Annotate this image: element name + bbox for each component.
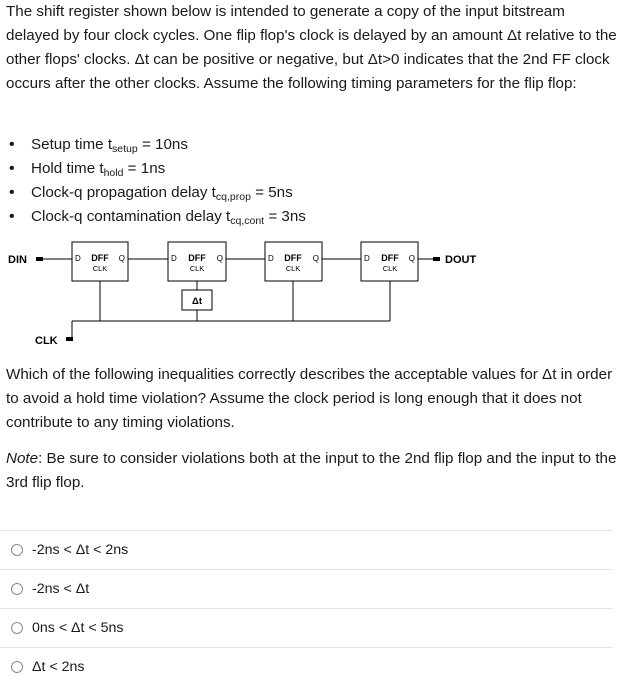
clk-label: CLK — [35, 335, 58, 347]
din-port-marker — [36, 257, 43, 261]
problem-intro: The shift register shown below is intended to generate a copy of the input bitstream delayed by four clock cycles. One flip flop's clock is delayed by an amount Δt relative to the other flops' clocks. Δt can be positive or negative, but Δt>0 indicates that the 2nd FF clock occurs after the other clocks. Assume the following timing parameters for the flip flop: — [6, 3, 617, 92]
ff1-d-pin: D — [75, 254, 81, 263]
ff2-name: DFF — [188, 253, 206, 263]
param-label: Setup time t — [31, 136, 113, 153]
answer-option-4[interactable] — [0, 647, 612, 686]
ff4-name: DFF — [381, 253, 399, 263]
param-label: Clock-q propagation delay t — [31, 184, 216, 201]
question-text: Which of the following inequalities correctly describes the acceptable values for Δt in order to avoid a hold time violation? Assume the clock period is long enough that it does not contribute to any timing violations. — [6, 366, 613, 431]
param-subscript: cq,prop — [215, 191, 251, 203]
ff2-d-pin: D — [171, 254, 177, 263]
shift-register-diagram — [0, 228, 625, 353]
ff4-d-pin: D — [364, 254, 370, 263]
param-subscript: setup — [112, 143, 138, 155]
ff2-clk-pin: CLK — [189, 264, 205, 273]
param-value: = 3ns — [264, 208, 306, 225]
radio-button-icon[interactable] — [11, 583, 23, 595]
clk-port-marker — [66, 337, 73, 341]
note-label: Note — [6, 450, 39, 467]
answer-option-3[interactable] — [0, 608, 612, 647]
param-subscript: hold — [103, 167, 124, 179]
param-label: Hold time t — [31, 160, 104, 177]
param-cq-cont — [31, 205, 306, 229]
note-body: : Be sure to consider violations both at the input to the 2nd flip flop and the input to the 3rd flip flop. — [6, 450, 617, 491]
param-value: = 10ns — [137, 136, 188, 153]
ff1-name: DFF — [91, 253, 109, 263]
answer-options — [0, 530, 612, 686]
ff2-q-pin: Q — [216, 254, 223, 263]
radio-button-icon[interactable] — [11, 544, 23, 556]
param-subscript: cq,cont — [230, 215, 265, 227]
delay-label: Δt — [192, 296, 202, 307]
din-label: DIN — [8, 254, 27, 266]
radio-button-icon[interactable] — [11, 622, 23, 634]
option-label[interactable]: -2ns < Δt < 2ns — [32, 542, 129, 558]
ff3-q-pin: Q — [312, 254, 319, 263]
ff3-clk-pin: CLK — [285, 264, 301, 273]
param-label: Clock-q contamination delay t — [31, 208, 231, 225]
option-label[interactable]: Δt < 2ns — [32, 659, 85, 675]
ff3-name: DFF — [284, 253, 302, 263]
param-setup — [31, 133, 306, 157]
answer-option-1[interactable] — [0, 530, 612, 569]
option-label[interactable]: 0ns < Δt < 5ns — [32, 620, 124, 636]
note-text — [6, 447, 618, 495]
param-cq-prop — [31, 181, 306, 205]
dout-label: DOUT — [445, 254, 477, 266]
radio-button-icon[interactable] — [11, 661, 23, 673]
param-value: = 1ns — [123, 160, 166, 177]
ff4-q-pin: Q — [408, 254, 415, 263]
ff4-clk-pin: CLK — [382, 264, 398, 273]
option-label[interactable]: -2ns < Δt — [32, 581, 90, 597]
ff1-q-pin: Q — [118, 254, 125, 263]
ff3-d-pin: D — [268, 254, 274, 263]
param-hold — [31, 157, 306, 181]
timing-parameters-list — [0, 133, 306, 229]
ff1-clk-pin: CLK — [92, 264, 108, 273]
param-value: = 5ns — [250, 184, 293, 201]
answer-option-2[interactable] — [0, 569, 612, 608]
dout-port-marker — [433, 257, 440, 261]
